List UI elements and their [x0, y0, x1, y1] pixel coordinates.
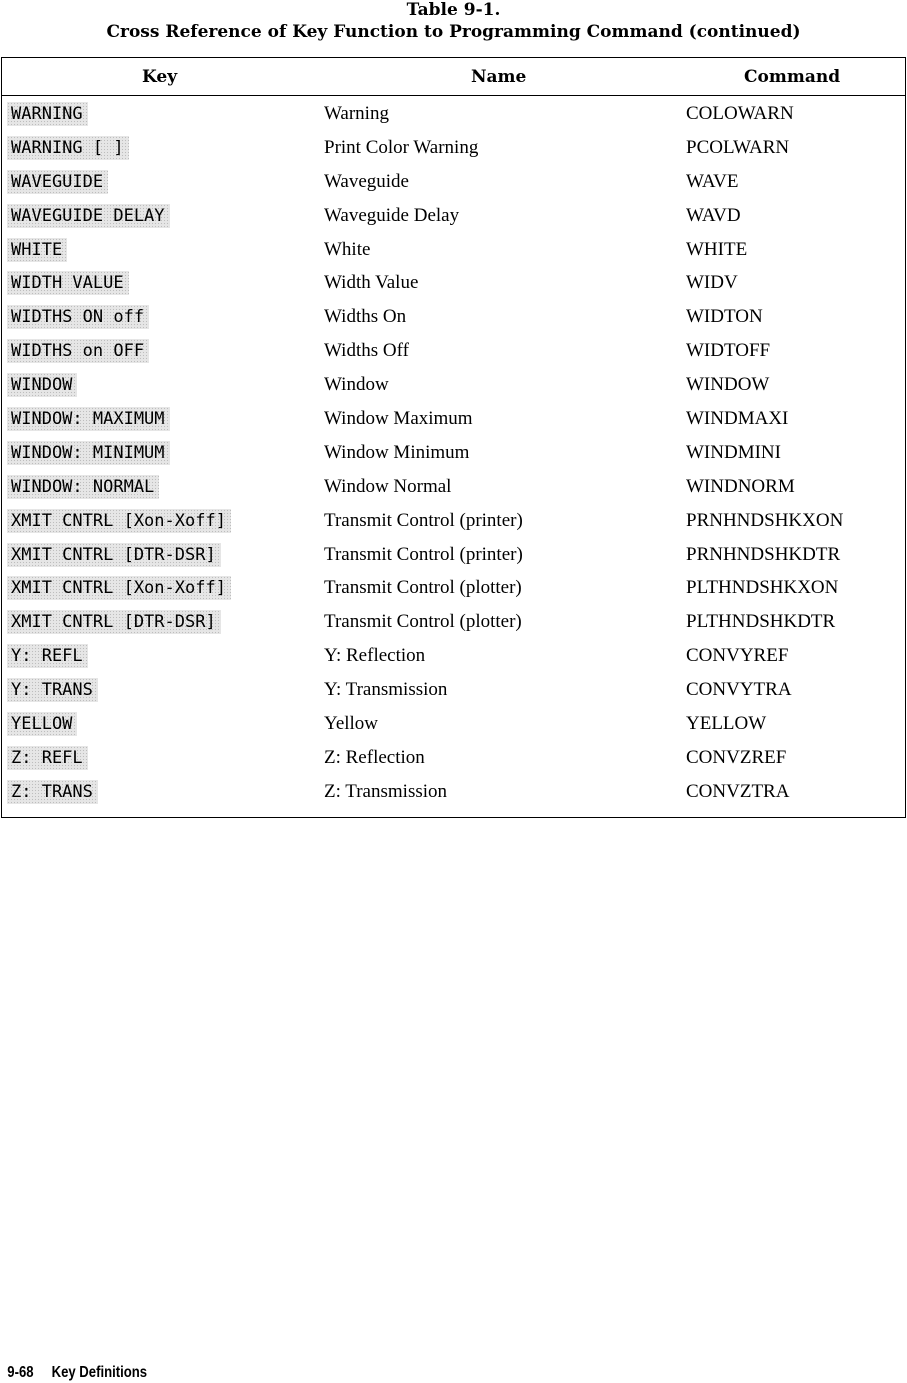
table-row — [2, 505, 905, 539]
table-row — [2, 132, 905, 166]
softkey-label: WIDTHS ON off — [7, 305, 149, 329]
table-row — [2, 335, 905, 369]
programming-command: WHITE — [686, 238, 748, 260]
table-body — [2, 98, 905, 810]
softkey-label: WIDTH VALUE — [7, 271, 129, 295]
softkey-label: WINDOW: NORMAL — [7, 475, 159, 499]
softkey-label: XMIT CNTRL [DTR-DSR] — [7, 543, 221, 567]
softkey-label: XMIT CNTRL [Xon-Xoff] — [7, 576, 231, 600]
programming-command: PRNHNDSHKXON — [686, 509, 844, 531]
function-name: White — [324, 238, 371, 260]
programming-command: WAVD — [686, 204, 741, 226]
programming-command: WIDTOFF — [686, 340, 771, 362]
function-name: Y: Reflection — [324, 645, 426, 667]
programming-command: WINDMAXI — [686, 408, 789, 430]
programming-command: WIDTON — [686, 306, 763, 328]
column-header-key: Key — [142, 67, 178, 87]
cross-reference-table — [1, 57, 906, 818]
programming-command: PLTHNDSHKXON — [686, 577, 839, 599]
table-row — [2, 539, 905, 573]
table-row — [2, 606, 905, 640]
function-name: Warning — [324, 103, 389, 124]
table-row — [2, 200, 905, 234]
function-name: Window Maximum — [324, 408, 473, 430]
table-row — [2, 776, 905, 810]
softkey-label: WAVEGUIDE — [7, 170, 108, 194]
table-row — [2, 572, 905, 606]
function-name: Window Minimum — [324, 441, 470, 463]
table-row — [2, 403, 905, 437]
function-name: Waveguide Delay — [324, 204, 460, 226]
table-row — [2, 166, 905, 200]
function-name: Z: Transmission — [324, 780, 448, 802]
programming-command: CONVZREF — [686, 746, 787, 768]
function-name: Window — [324, 374, 389, 396]
softkey-label: WARNING [ ] — [7, 136, 129, 160]
table-row — [2, 98, 905, 132]
programming-command: PRNHNDSHKDTR — [686, 543, 841, 565]
function-name: Width Value — [324, 272, 419, 294]
function-name: Print Color Warning — [324, 136, 479, 158]
programming-command: YELLOW — [686, 713, 767, 735]
table-row — [2, 471, 905, 505]
programming-command: WAVE — [686, 170, 739, 192]
programming-command: WINDMINI — [686, 441, 781, 463]
table-row — [2, 708, 905, 742]
softkey-label: Y: REFL — [7, 644, 88, 668]
function-name: Widths Off — [324, 340, 409, 362]
softkey-label: Z: REFL — [7, 746, 88, 770]
programming-command: WINDOW — [686, 374, 770, 396]
column-header-command: Command — [744, 67, 841, 87]
programming-command: PCOLWARN — [686, 136, 790, 158]
function-name: Transmit Control (printer) — [324, 509, 523, 531]
function-name: Z: Reflection — [324, 746, 425, 768]
page-footer — [0, 1343, 147, 1383]
function-name: Waveguide — [324, 170, 409, 192]
programming-command: WINDNORM — [686, 475, 795, 497]
programming-command: PLTHNDSHKDTR — [686, 611, 836, 633]
section-title: Key Definitions — [51, 1364, 148, 1381]
table-title: Cross Reference of Key Function to Programming Command (continued) — [106, 22, 801, 42]
table-row — [2, 742, 905, 776]
softkey-label: Z: TRANS — [7, 780, 98, 804]
softkey-label: WINDOW — [7, 373, 77, 397]
table-number: Table 9-1. — [406, 0, 501, 20]
page-number: 9-68 — [7, 1364, 34, 1381]
table-row — [2, 234, 905, 268]
programming-command: CONVYTRA — [686, 679, 792, 701]
column-header-name: Name — [471, 67, 527, 87]
programming-command: CONVZTRA — [686, 780, 790, 802]
function-name: Transmit Control (plotter) — [324, 577, 522, 599]
table-row — [2, 301, 905, 335]
table-row — [2, 640, 905, 674]
programming-command: COLOWARN — [686, 103, 794, 124]
table-row — [2, 674, 905, 708]
function-name: Widths On — [324, 306, 407, 328]
softkey-label: WHITE — [7, 238, 67, 262]
softkey-label: WAVEGUIDE DELAY — [7, 204, 170, 228]
function-name: Yellow — [324, 713, 379, 735]
softkey-label: WINDOW: MAXIMUM — [7, 407, 170, 431]
programming-command: WIDV — [686, 272, 738, 294]
table-row — [2, 267, 905, 301]
softkey-label: Y: TRANS — [7, 678, 98, 702]
table-header-row — [2, 58, 905, 96]
softkey-label: WARNING — [7, 102, 88, 126]
function-name: Window Normal — [324, 475, 452, 497]
function-name: Transmit Control (plotter) — [324, 611, 522, 633]
softkey-label: WIDTHS on OFF — [7, 339, 149, 363]
table-row — [2, 437, 905, 471]
programming-command: CONVYREF — [686, 645, 789, 667]
function-name: Transmit Control (printer) — [324, 543, 523, 565]
table-row — [2, 369, 905, 403]
softkey-label: YELLOW — [7, 712, 77, 736]
softkey-label: XMIT CNTRL [Xon-Xoff] — [7, 509, 231, 533]
softkey-label: WINDOW: MINIMUM — [7, 441, 170, 465]
softkey-label: XMIT CNTRL [DTR-DSR] — [7, 610, 221, 634]
function-name: Y: Transmission — [324, 679, 448, 701]
